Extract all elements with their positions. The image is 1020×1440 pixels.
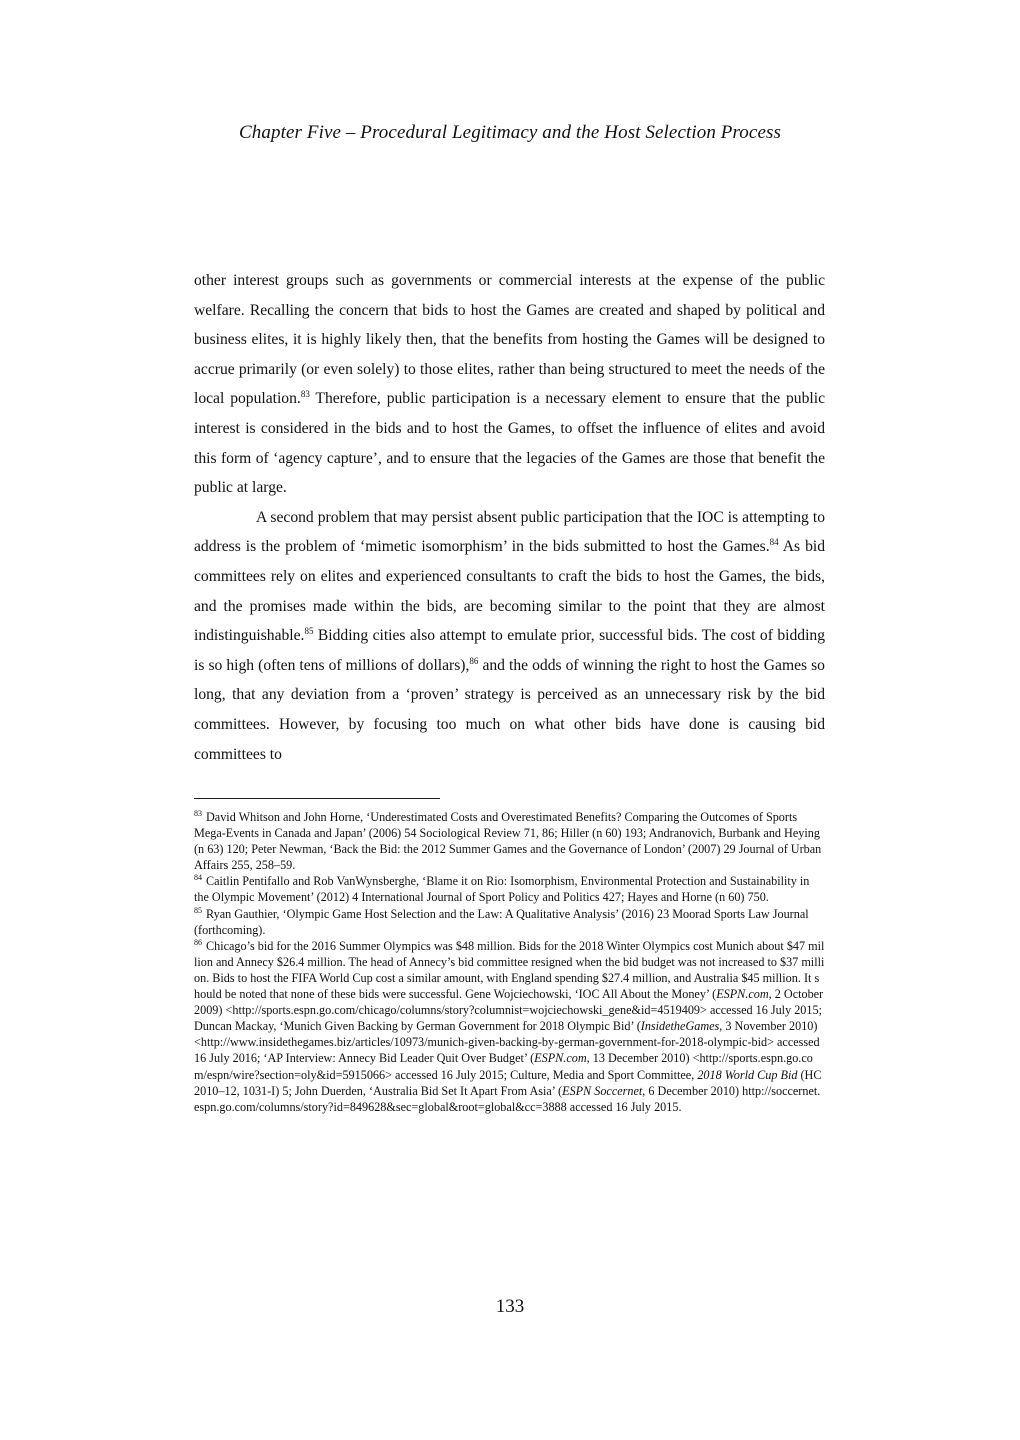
paragraph-text: Therefore, public participation is a necessary element to ensure that the public interest is considered in the bids and to host the Games, to offset the influence of elites and avoid this form of ‘agency capture’, and to ensure that the legacies of the Games are those that benefit the public at large. (194, 390, 825, 497)
source-title: InsidetheGames (640, 1019, 720, 1034)
footnote-text: Chicago’s bid for the 2016 Summer Olympics was $48 million. Bids for the 2018 Winter Olympics cost Munich about $47 million and Annecy $26.4 million. The head of Annecy’s bid committee resigned when the bid budget was not increased to $37 million. Bids to host the FIFA World Cup cost a similar amount, with England spending $27.4 million, and Australia $45 million. It should be noted that none of these bids were successful. Gene Wojciechowski, ‘IOC All About the Money’ ( (194, 938, 825, 1002)
page-number: 133 (495, 1296, 525, 1317)
footnote-86 (194, 938, 825, 1115)
footnote-ref[interactable]: 83 (300, 389, 310, 400)
footnote-text: Caitlin Pentifallo and Rob VanWynsberghe, ‘Blame it on Rio: Isomorphism, Environmental Protection and Sustainability in the Olympic Movement’ (2012) 4 International Journal of Sport Policy and Politics 427; Hayes and Horne (n 60) 750. (194, 874, 810, 905)
source-title: 2018 World Cup Bid (697, 1067, 798, 1082)
footnote-text: , 13 December 2010) <http://sports.espn.go.com/espn/wire?section=oly&id=5915066> accessed 16 July 2015; Culture, Media and Sport Committee, (194, 1051, 813, 1082)
paragraph-text: A second problem that may persist absent public participation that the IOC is attempting to address is the problem of ‘mimetic isomorphism’ in the bids submitted to host the Games. (194, 508, 825, 556)
footnote-text: (HC 2010–12, 1031-I) 5; John Duerden, ‘Australia Bid Set It Apart From Asia’ ( (194, 1067, 822, 1098)
running-header: Chapter Five – Procedural Legitimacy and the Host Selection Process (239, 122, 781, 143)
paragraph-text: other interest groups such as governments or commercial interests at the expense of the public welfare. Recalling the concern that bids to host the Games are created and shaped by political and business elites, it is highly likely then, that the benefits from hosting the Games will be designed to accrue primarily (or even solely) to those elites, rather than being structured to meet the needs of the local population. (194, 272, 825, 408)
paragraph-text: Bidding cities also attempt to emulate prior, successful bids. The cost of bidding is so high (often tens of millions of dollars), (194, 627, 825, 674)
footnote-text: Ryan Gauthier, ‘Olympic Game Host Selection and the Law: A Qualitative Analysis’ (2016) 23 Moorad Sports Law Journal (forthcoming). (194, 906, 809, 937)
paragraph (194, 503, 825, 769)
paragraph-text: As bid committees rely on elites and experienced consultants to craft the bids to host the Games, the bids, and the promises made within the bids, are becoming similar to the point that they are almost indistinguishable. (194, 538, 826, 645)
footnote-divider (194, 798, 440, 799)
footnote-ref[interactable]: 86 (469, 655, 479, 666)
source-title: ESPN.com (716, 987, 769, 1002)
paragraph (194, 266, 825, 503)
footnote-number: 84 (194, 873, 202, 883)
body-text (194, 266, 825, 769)
footnote-text: , 6 December 2010) http://soccernet.espn.go.com/columns/story?id=849628&sec=global&root=global&cc=3888 accessed 16 July 2015. (194, 1083, 821, 1114)
footnote-ref[interactable]: 84 (769, 537, 779, 548)
footnote-number: 85 (194, 905, 202, 915)
footnote-ref[interactable]: 85 (304, 626, 314, 637)
footnote-number: 83 (194, 809, 202, 818)
footnote-85 (194, 906, 825, 938)
footnotes (194, 809, 825, 1115)
footnote-number: 86 (194, 937, 202, 947)
footnote-text: David Whitson and John Horne, ‘Underestimated Costs and Overestimated Benefits? Comparing the Outcomes of Sports Mega-Events in Canada and Japan’ (2006) 54 Sociological Review 71, 86; Hiller (n 60) 193; Andranovich, Burbank and Heying (n 63) 120; Peter Newman, ‘Back the Bid: the 2012 Summer Games and the Governance of London’ (2007) 29 Journal of Urban Affairs 255, 258–59. (194, 810, 822, 873)
footnote-84 (194, 873, 825, 905)
footnote-83 (194, 809, 825, 873)
footnote-text: , 3 November 2010) <http://www.insidethegames.biz/articles/10973/munich-given-backing-by-german-government-for-2018-olympic-bid> accessed 16 July 2016; ‘AP Interview: Annecy Bid Leader Quit Over Budget’ ( (194, 1019, 820, 1066)
source-title: ESPN.com (534, 1051, 587, 1066)
footnote-text: , 2 October 2009) <http://sports.espn.go.com/chicago/columns/story?columnist=wojciechowski_gene&id=4519409> accessed 16 July 2015; Duncan Mackay, ‘Munich Given Backing by German Government for 2018 Olympic Bid’ ( (194, 987, 824, 1034)
paragraph-text: and the odds of winning the right to host the Games so long, that any deviation from a ‘proven’ strategy is perceived as an unnecessary risk by the bid committees. However, by focusing too much on what other bids have done is causing bid committees to (194, 656, 825, 763)
source-title: ESPN Soccernet (562, 1083, 643, 1098)
